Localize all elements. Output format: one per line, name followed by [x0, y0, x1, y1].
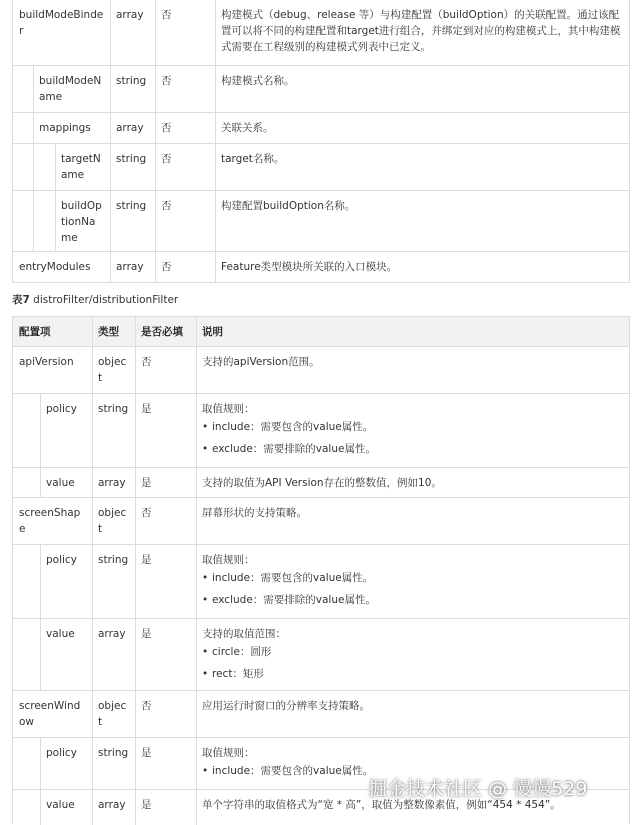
config-item-desc: 支持的apiVersion范围。 — [202, 356, 320, 368]
config-item-name: apiVersion — [19, 356, 74, 368]
config-item-required: 否 — [161, 200, 172, 212]
config-item-type: object — [98, 356, 127, 384]
config-item-name: entryModules — [19, 261, 91, 273]
table-row — [13, 143, 629, 191]
distro-filter-table — [12, 316, 630, 824]
config-item-required: 否 — [161, 9, 172, 21]
config-item-type: array — [98, 628, 126, 640]
config-item-name: mappings — [39, 122, 91, 134]
list-item: • exclude：需要排除的value属性。 — [212, 592, 623, 608]
config-item-name: buildModeName — [39, 75, 102, 103]
config-item-desc: 应用运行时窗口的分辨率支持策略。 — [202, 700, 370, 712]
list-item: • include：需要包含的value属性。 — [212, 570, 623, 586]
config-item-required: 是 — [141, 628, 152, 640]
config-item-type: array — [98, 799, 126, 811]
table-row — [13, 393, 629, 468]
config-item-type: string — [116, 153, 147, 165]
list-item: • include：需要包含的value属性。 — [212, 763, 623, 779]
config-item-required: 是 — [141, 799, 152, 811]
watermark: 掘金技术社区 @ 慢慢529 — [368, 778, 588, 800]
config-item-required: 否 — [161, 153, 172, 165]
config-item-required: 否 — [161, 75, 172, 87]
table-row — [13, 544, 629, 619]
config-item-required: 是 — [141, 747, 152, 759]
value-range-list — [202, 644, 623, 682]
config-item-desc: 构建配置buildOption名称。 — [221, 200, 356, 212]
config-item-name: buildOptionName — [61, 200, 102, 244]
config-item-type: string — [98, 403, 129, 415]
list-item: • exclude：需要排除的value属性。 — [212, 441, 623, 457]
header-required: 是否必填 — [141, 326, 183, 338]
table-row — [13, 0, 629, 65]
config-item-required: 否 — [141, 356, 152, 368]
config-item-desc: 支持的取值为API Version存在的整数值，例如10。 — [202, 477, 442, 489]
config-item-required: 是 — [141, 554, 152, 566]
list-item: • rect：矩形 — [212, 666, 623, 682]
config-item-type: array — [116, 9, 144, 21]
config-item-type: array — [116, 122, 144, 134]
config-item-required: 是 — [141, 403, 152, 415]
config-item-type: array — [116, 261, 144, 273]
config-item-name: value — [46, 799, 75, 811]
config-item-required: 否 — [141, 507, 152, 519]
table-row — [13, 690, 629, 738]
desc-text: 取值规则： — [202, 554, 255, 566]
table-row — [13, 497, 629, 545]
config-item-name: targetName — [61, 153, 101, 181]
config-item-type: string — [98, 747, 129, 759]
config-item-required: 是 — [141, 477, 152, 489]
desc-text: 取值规则： — [202, 403, 255, 415]
config-item-name: screenShape — [19, 507, 81, 535]
config-item-required: 否 — [161, 122, 172, 134]
config-item-desc: target名称。 — [221, 153, 285, 165]
table-header-row — [13, 317, 629, 346]
config-item-desc: 屏幕形状的支持策略。 — [202, 507, 307, 519]
config-item-type: array — [98, 477, 126, 489]
table-row — [13, 190, 629, 252]
config-item-type: string — [116, 75, 147, 87]
config-item-name: value — [46, 477, 75, 489]
header-description: 说明 — [202, 326, 223, 338]
table-row — [13, 112, 629, 144]
header-type: 类型 — [98, 326, 119, 338]
config-item-type: string — [98, 554, 129, 566]
config-item-name: policy — [46, 554, 77, 566]
table-row — [13, 618, 629, 691]
desc-text: 支持的取值范围： — [202, 628, 286, 640]
value-rule-list — [202, 570, 623, 608]
table-caption-text: distroFilter/distributionFilter — [33, 294, 179, 306]
build-mode-table — [12, 0, 630, 283]
table-caption — [12, 292, 178, 307]
config-item-type: string — [116, 200, 147, 212]
config-item-type: object — [98, 507, 127, 535]
list-item: • include：需要包含的value属性。 — [212, 419, 623, 435]
value-rule-list — [202, 419, 623, 457]
config-item-name: policy — [46, 747, 77, 759]
list-item: • circle：圆形 — [212, 644, 623, 660]
config-item-desc — [196, 545, 629, 619]
table-row — [13, 251, 629, 283]
config-item-desc: 构建模式名称。 — [221, 75, 295, 87]
config-item-desc — [196, 394, 629, 468]
config-item-desc: 关联关系。 — [221, 122, 274, 134]
config-item-type: object — [98, 700, 127, 728]
table-caption-label: 表7 — [12, 294, 30, 306]
config-item-required: 否 — [161, 261, 172, 273]
config-item-name: value — [46, 628, 75, 640]
table-row — [13, 65, 629, 113]
desc-text: 取值规则： — [202, 747, 255, 759]
config-item-name: screenWindow — [19, 700, 81, 728]
config-item-desc: 单个字符串的取值格式为“宽 * 高”，取值为整数像素值，例如“454 * 454”。 — [202, 799, 561, 811]
table-row — [13, 346, 629, 394]
config-item-desc: 构建模式（debug、release 等）与构建配置（buildOption）的关联配置。通过该配置可以将不同的构建配置和target进行组合，并绑定到对应的构建模式上，其中构建模式需要在工程级别的构建模式列表中已定义。 — [221, 9, 621, 53]
config-item-desc — [196, 619, 629, 691]
config-item-required: 否 — [141, 700, 152, 712]
header-config-item: 配置项 — [19, 326, 51, 338]
config-item-desc: Feature类型模块所关联的入口模块。 — [221, 261, 398, 273]
table-row — [13, 467, 629, 498]
config-item-name: policy — [46, 403, 77, 415]
config-item-name: buildModeBinder — [19, 9, 104, 37]
